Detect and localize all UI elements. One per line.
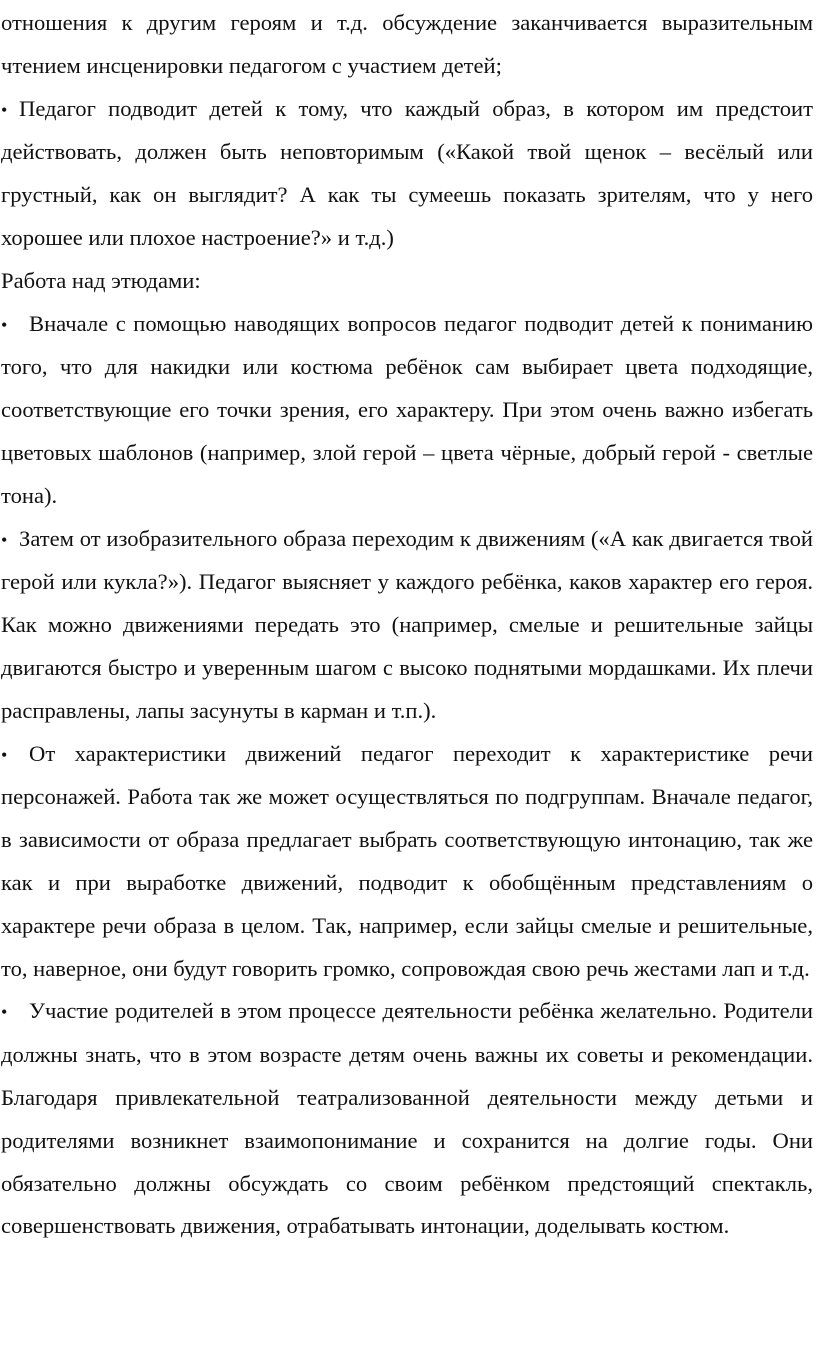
- paragraph-text: Затем от изобразительного образа переходим к движениям («А как двигается твой герой или кукла?»). Педагог выясняет у каждого ребёнка, каков характер его героя. Как можно движениями передать это (например, смелые и решительные зайцы двигаются быстро и уверенным шагом с высоко поднятыми мордашками. Их плечи расправлены, лапы засунуты в карман и т.п.).: [1, 525, 813, 723]
- paragraph-text: отношения к другим героям и т.д. обсуждение заканчивается выразительным чтением инсценировки педагогом с участием детей;: [1, 10, 813, 78]
- paragraph-text: Участие родителей в этом процессе деятельности ребёнка желательно. Родители должны знать, что в этом возрасте детям очень важны их советы и рекомендации. Благодаря привлекательной театрализованной деятельности между детьми и родителями возникнет взаимопонимание и сохранится на долгие годы. Они обязательно должны обсуждать со своим ребёнком предстоящий спектакль, совершенствовать движения, отрабатывать интонации, доделывать костюм.: [1, 998, 813, 1239]
- section-heading: [1, 260, 813, 303]
- bullet-icon: •: [1, 744, 8, 765]
- bullet-paragraph-colors: [1, 303, 813, 518]
- paragraph-continuation: [1, 2, 813, 88]
- bullet-paragraph-speech: [1, 733, 813, 991]
- bullet-icon: •: [1, 314, 8, 335]
- paragraph-text: Вначале с помощью наводящих вопросов педагог подводит детей к пониманию того, что для накидки или костюма ребёнок сам выбирает цвета подходящие, соответствующие его точки зрения, его характеру. При этом очень важно избегать цветовых шаблонов (например, злой герой – цвета чёрные, добрый герой - светлые тона).: [1, 310, 813, 508]
- heading-text: Работа над этюдами:: [1, 267, 201, 293]
- paragraph-text: Педагог подводит детей к тому, что каждый образ, в котором им предстоит действовать, должен быть неповторимым («Какой твой щенок – весёлый или грустный, как он выглядит? А как ты сумеешь показать зрителям, что у него хорошее или плохое настроение?» и т.д.): [1, 95, 813, 250]
- bullet-icon: •: [1, 529, 8, 550]
- bullet-paragraph-movements: [1, 518, 813, 733]
- bullet-icon: •: [1, 99, 8, 120]
- bullet-paragraph-parents: [1, 990, 813, 1248]
- bullet-icon: •: [1, 1002, 8, 1023]
- paragraph-text: От характеристики движений педагог переходит к характеристике речи персонажей. Работа так же может осуществляться по подгруппам. Вначале педагог, в зависимости от образа предлагает выбрать соответствующую интонацию, так же как и при выработке движений, подводит к обобщённым представлениям о характере речи образа в целом. Так, например, если зайцы смелые и решительные, то, наверное, они будут говорить громко, сопровождая свою речь жестами лап и т.д.: [1, 740, 813, 981]
- bullet-paragraph-unique-image: [1, 88, 813, 260]
